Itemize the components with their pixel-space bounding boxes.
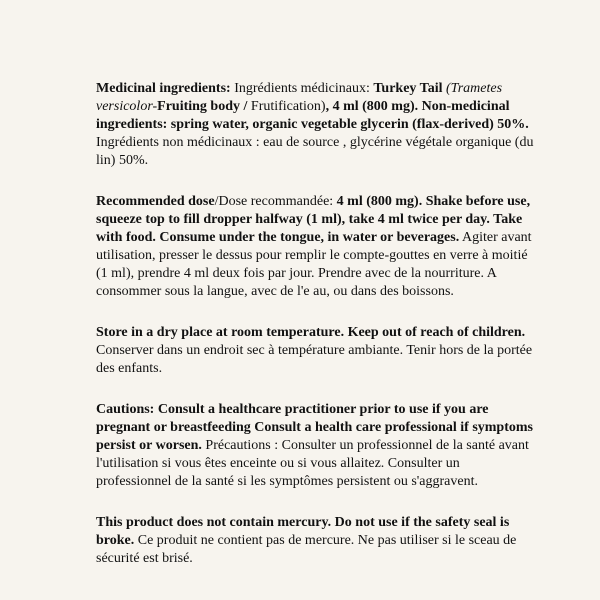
cautions-text-fr: Précautions : Consulter un professionnel de la santé avant l'utilisation si vous êtes enceinte ou si vous allaitez. Consulter un professionnel de la santé si les symptômes persistent ou s'aggravent.	[96, 438, 529, 489]
medicinal-ingredients-heading: Medicinal ingredients:	[96, 81, 231, 96]
storage-text-en: Store in a dry place at room temperature. Keep out of reach of children.	[96, 325, 526, 340]
dose-instructions-fr: Agiter avant utilisation, presser le dessus pour remplir le compte-gouttes en verre à moitié (1 ml), prendre 4 ml deux fois par jour. Prendre avec de la nourriture. A consommer sous la langue, avec de l'e au, ou dans des boissons.	[96, 230, 532, 299]
non-medicinal-ingredients-fr: Ingrédients non médicinaux : eau de source , glycérine végétale organique (du lin) 50%.	[96, 135, 534, 168]
latin-name: (Trametes versicolor-	[96, 81, 503, 114]
mercury-text-en: This product does not contain mercury. Do not use if the safety seal is broke.	[96, 515, 510, 548]
mercury-paragraph	[96, 514, 536, 568]
mercury-text-fr: Ce produit ne contient pas de mercure. Ne pas utiliser si le sceau de sécurité est brisé.	[96, 533, 517, 566]
dose-paragraph	[96, 193, 536, 301]
product-name: Turkey Tail	[373, 81, 443, 96]
non-medicinal-ingredients-en: Non-medicinal ingredients: spring water, organic vegetable glycerin (flax-derived) 50%.	[96, 99, 529, 132]
product-label-text	[96, 80, 536, 591]
cautions-paragraph	[96, 401, 536, 491]
ingredients-paragraph	[96, 80, 536, 170]
ingredient-dose: , 4 ml (800 mg).	[325, 99, 422, 114]
storage-text-fr: Conserver dans un endroit sec à température ambiante. Tenir hors de la portée des enfants.	[96, 343, 533, 376]
recommended-dose-heading: Recommended dose	[96, 194, 215, 209]
cautions-text-en: Cautions: Consult a healthcare practitioner prior to use if you are pregnant or breastfeeding Consult a health care professional if symptoms persist or worsen.	[96, 402, 533, 453]
dose-instructions-en: 4 ml (800 mg). Shake before use, squeeze top to fill dropper halfway (1 ml), take 4 ml twice per day. Take with food. Consume under the tongue, in water or beverages.	[96, 194, 531, 245]
plant-part-en: Fruiting body /	[157, 99, 251, 114]
medicinal-ingredients-heading-fr: Ingrédients médicinaux:	[230, 81, 374, 96]
recommended-dose-heading-fr: /Dose recommandée:	[214, 194, 337, 209]
storage-paragraph	[96, 324, 536, 378]
plant-part-fr: Frutification)	[250, 99, 326, 114]
